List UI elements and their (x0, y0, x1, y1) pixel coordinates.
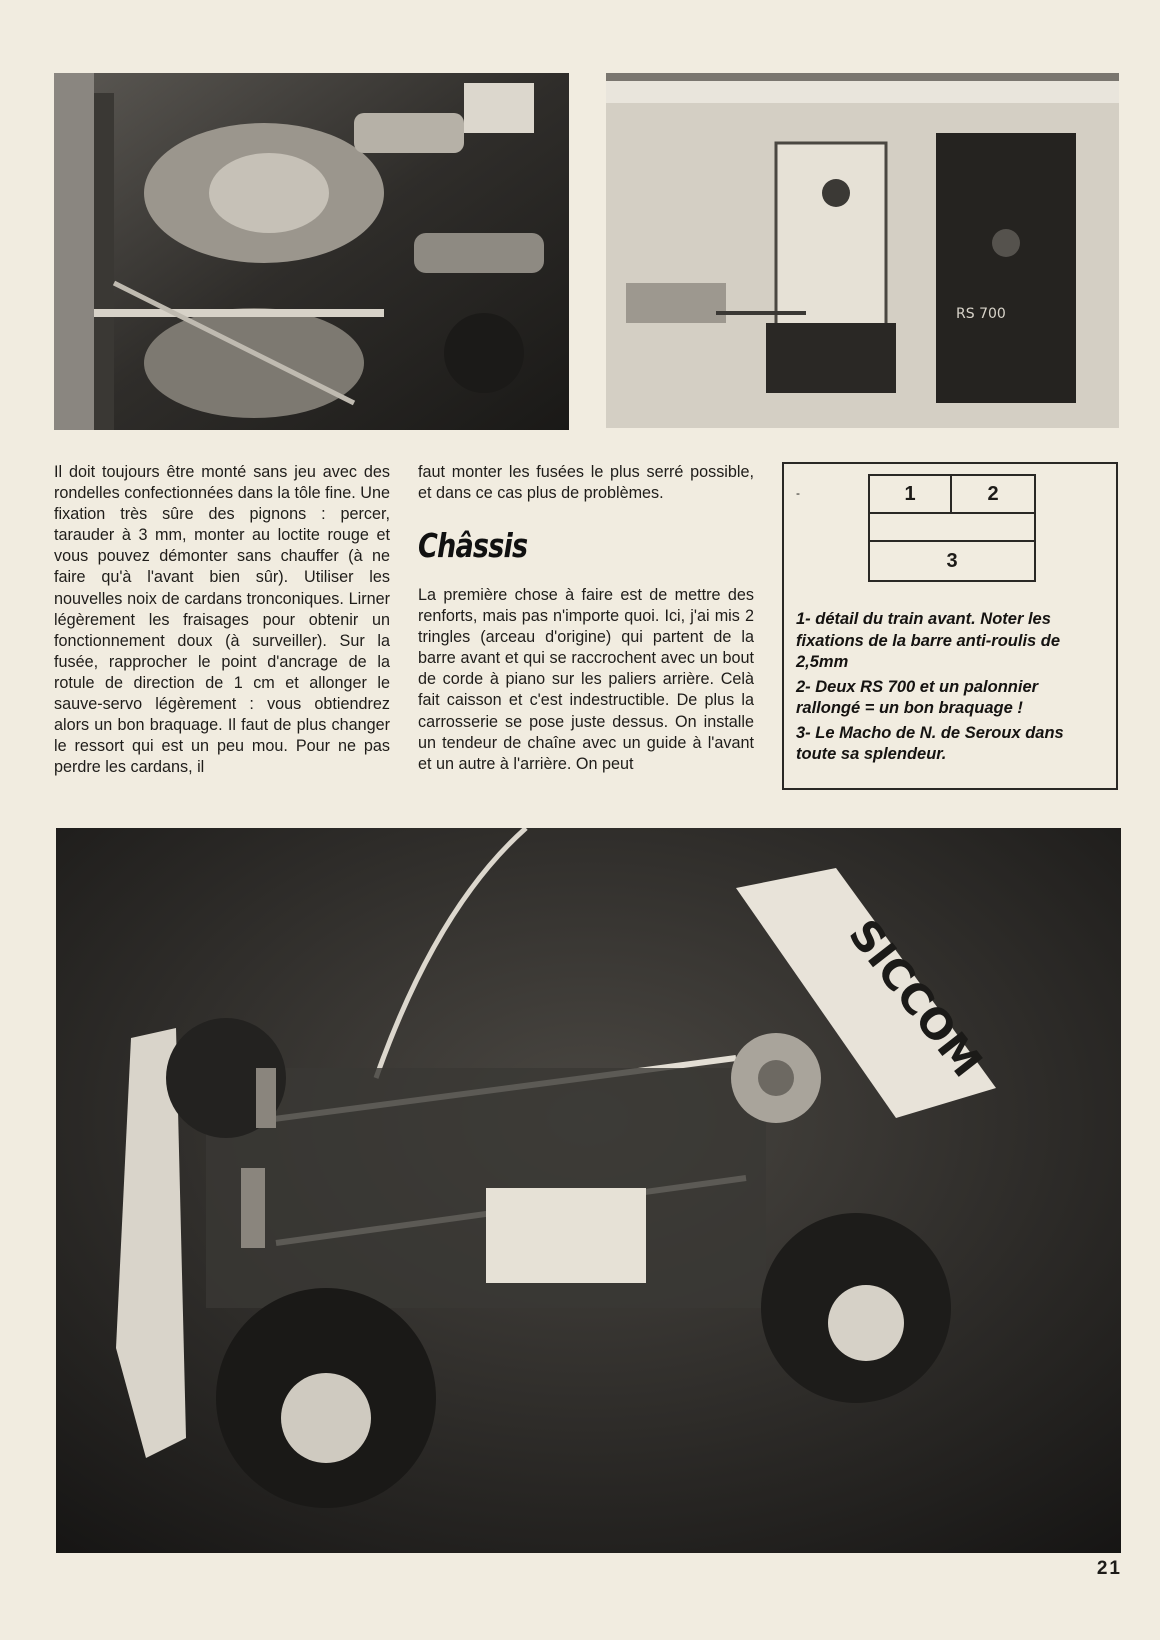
body-column-left (54, 462, 390, 778)
caption-1: 1- détail du train avant. Noter les fixations de la barre anti-roulis de 2,5mm (796, 610, 1061, 671)
body-column-middle (418, 585, 754, 775)
paragraph: faut monter les fusées le plus serré possible, et dans ce cas plus de problèmes. (418, 463, 754, 503)
legend-dash: - (796, 486, 800, 500)
paragraph: La première chose à faire est de mettre des renforts, mais pas n'importe quoi. Ici, j'ai mis 2 tringles (arceau d'origine) qui partent de la barre avant et qui se raccrochent avec un bout de corde à piano sur les paliers arrière. Celà fait caisson et c'est indestructible. De plus la carrosserie se pose juste dessus. On installe un tendeur de chaîne avec un guide à l'avant et un autre à l'arrière. On peut (418, 586, 754, 773)
grid-cell-1: 1 (870, 476, 952, 514)
grid-empty-band (870, 514, 1034, 542)
photo-front-train-detail (54, 73, 569, 430)
caption-3: 3- Le Macho de N. de Seroux dans toute sa splendeur. (796, 723, 1064, 763)
rs700-label: RS 700 (956, 306, 1006, 322)
photo-servos (606, 73, 1119, 428)
page-number: 21 (1096, 1558, 1122, 1579)
photo-legend-box (782, 462, 1118, 790)
body-column-middle-top (418, 462, 754, 504)
grid-cell-3: 3 (946, 549, 958, 572)
photo-layout-grid (868, 474, 1036, 582)
paragraph: Il doit toujours être monté sans jeu avec des rondelles confectionnées dans la tôle fine. Une fixation très sûre des pignons : percer, tarauder à 3 mm, monter au loctite rouge et vous pouvez démonter sans chauffer (à ne faire qu'à l'avant bien sûr). Utiliser les nouvelles noix de cardans tronconiques. Lirner légèrement les fraisages pour obtenir un fonctionnement doux (à surveiller). Sur la fusée, rapprocher le point d'ancrage de la rotule de direction de 1 cm et allonger le sauve-servo légèrement : vous obtiendrez alors un bon braquage. Il faut de plus changer le ressort qui est un peu mou. Pour ne pas perdre les cardans, il (54, 463, 390, 777)
photo-rc-buggy (56, 828, 1121, 1553)
grid-cell-2: 2 (952, 476, 1034, 514)
legend-captions (796, 609, 1106, 769)
section-heading-chassis: Châssis (418, 526, 528, 565)
siccom-logo-text: SICCOM (839, 910, 992, 1087)
caption-2: 2- Deux RS 700 et un palonnier rallongé = un bon braquage ! (796, 677, 1039, 717)
